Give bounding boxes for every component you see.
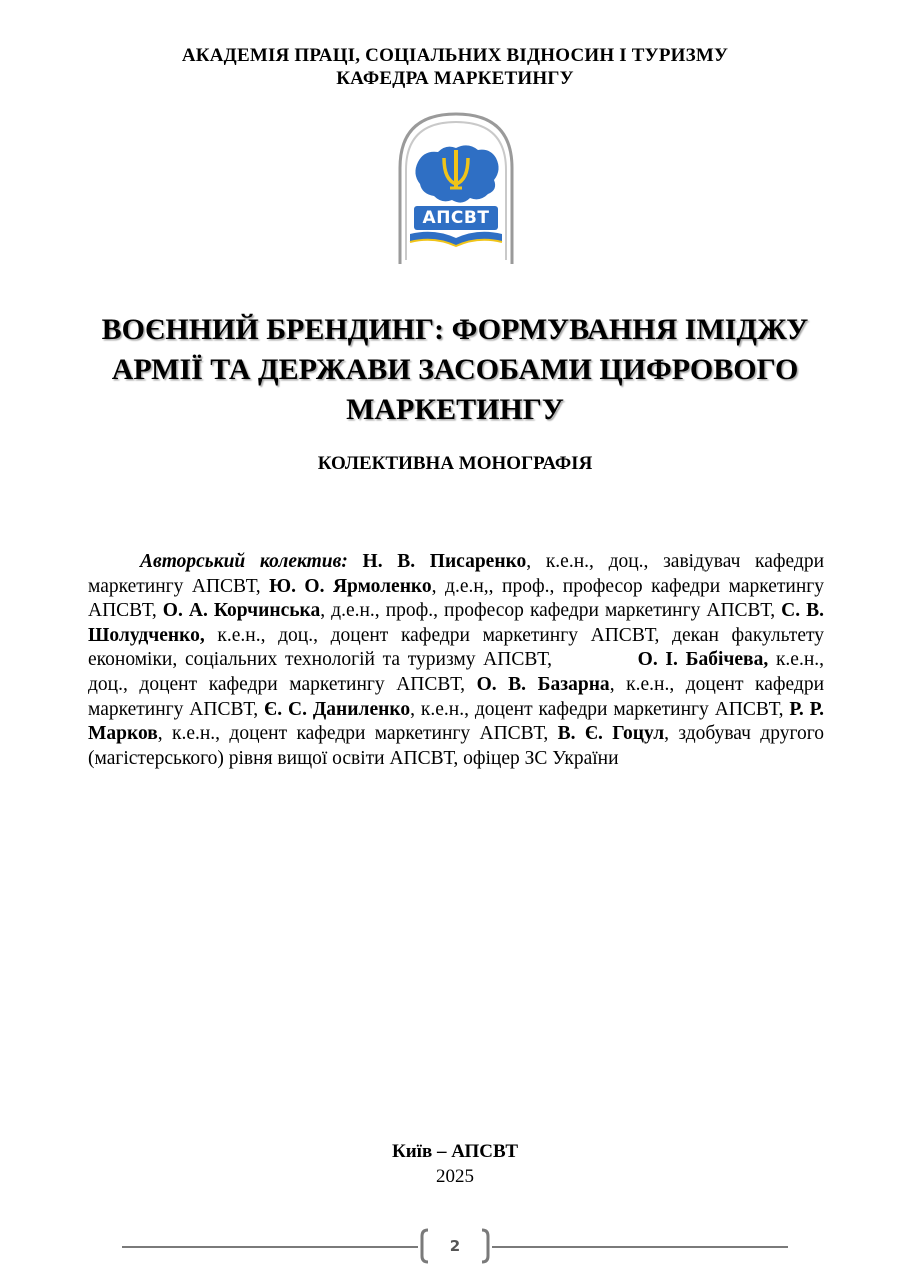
author-name: О. А. Корчинська (162, 600, 321, 622)
footer-rule-right (492, 1246, 788, 1248)
author-desc: к.е.н., доц., доцент кафедри маркетингу АПСВТ, (88, 649, 825, 695)
page-number: 2 (449, 1237, 461, 1255)
author-name: О. В. Базарна (476, 673, 610, 695)
author-name: Ю. О. Ярмоленко (269, 575, 432, 597)
apsvt-logo (394, 110, 518, 266)
title-line-2: АРМІЇ ТА ДЕРЖАВИ ЗАСОБАМИ ЦИФРОВОГО (111, 353, 799, 386)
title-line-1: ВОЄННИЙ БРЕНДИНГ: ФОРМУВАННЯ ІМІДЖУ (101, 313, 809, 346)
title-line-3: МАРКЕТИНГУ (346, 393, 564, 426)
author-name: О. І. Бабічева, (637, 649, 769, 671)
department-name: КАФЕДРА МАРКЕТИНГУ (336, 68, 574, 89)
monograph-title (60, 310, 850, 430)
author-desc: , здобувач другого (магістерського) рівня вищої освіти АПСВТ, офіцер ЗС України (88, 723, 824, 769)
author-name: Є. С. Даниленко (264, 698, 411, 720)
author-desc: , д.е.н,, проф., професор кафедри маркетингу АПСВТ, (88, 575, 825, 622)
apsvt-emblem-icon (394, 110, 518, 266)
publication-year: 2025 (436, 1166, 474, 1187)
institution-header (0, 44, 910, 90)
author-desc: к.е.н., доц., доцент кафедри маркетингу АПСВТ, декан факультету економіки, соціальних технологій та туризму АПСВТ, (88, 624, 824, 671)
institution-name: АКАДЕМІЯ ПРАЦІ, СОЦІАЛЬНИХ ВІДНОСИН І ТУРИЗМУ (181, 45, 729, 66)
author-name: Р. Р. Марков (88, 698, 825, 745)
author-name: Н. В. Писаренко (362, 551, 527, 572)
monograph-type: КОЛЕКТИВНА МОНОГРАФІЯ (317, 453, 593, 474)
authors-lead: Авторський колектив: (140, 551, 348, 572)
author-name: В. Є. Гоцул (557, 723, 665, 745)
author-desc: , д.е.н., проф., професор кафедри маркетингу АПСВТ, (320, 600, 776, 622)
author-desc: , к.е.н., доцент кафедри маркетингу АПСВТ, (410, 698, 784, 720)
page-footer (122, 1228, 788, 1264)
bracket-right-icon (480, 1228, 492, 1264)
author-name: С. В. Шолудченко, (88, 600, 825, 646)
author-desc: , к.е.н., доцент кафедри маркетингу АПСВТ, (157, 723, 549, 745)
footer-rule-left (122, 1246, 418, 1248)
author-desc: , к.е.н., доц., завідувач кафедри маркетингу АПСВТ, (88, 551, 825, 597)
author-desc: , к.е.н., доцент кафедри маркетингу АПСВТ, (88, 673, 825, 720)
authors-paragraph (88, 550, 824, 771)
logo-text: АПСВТ (422, 208, 490, 228)
publication-place: Київ – АПСВТ (391, 1141, 519, 1162)
